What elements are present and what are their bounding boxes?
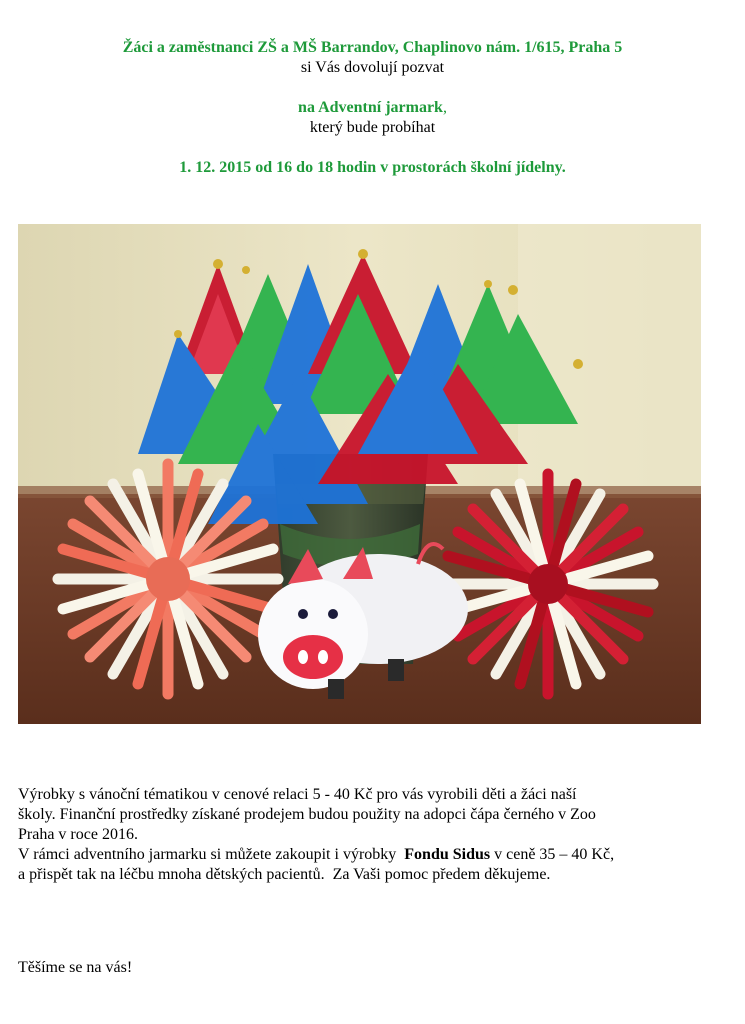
event-name-line bbox=[0, 98, 745, 118]
description-line: Výrobky s vánoční tématikou v cenové relaci 5 - 40 Kč pro vás vyrobili děti a žáci naší bbox=[18, 786, 577, 803]
fondu-sidus-name: Fondu Sidus bbox=[404, 846, 491, 863]
photo-of-handmade-christmas-crafts-icon bbox=[18, 224, 701, 724]
organizer-line: Žáci a zaměstnanci ZŠ a MŠ Barrandov, Chaplinovo nám. 1/615, Praha 5 bbox=[122, 39, 623, 56]
invite-line: si Vás dovolují pozvat bbox=[300, 59, 445, 76]
event-name-comma: , bbox=[442, 99, 447, 116]
event-date-line: 1. 12. 2015 od 16 do 18 hodin v prostorách školní jídelny. bbox=[179, 159, 566, 176]
sidus-line-end: v ceně 35 – 40 Kč, bbox=[490, 846, 615, 863]
event-name: na Adventní jarmark bbox=[298, 99, 443, 116]
christmas-crafts-photo bbox=[18, 224, 701, 724]
description-text bbox=[18, 785, 718, 885]
description-line: školy. Finanční prostředky získané prodejem budou použity na adopci čápa černého v Zoo bbox=[18, 806, 596, 823]
invitation-header bbox=[0, 38, 745, 178]
description-line: Praha v roce 2016. bbox=[18, 826, 138, 843]
closing-line: Těšíme se na vás! bbox=[18, 959, 133, 976]
description-line: a přispět tak na léčbu mnoha dětských pacientů. Za Vaši pomoc předem děkujeme. bbox=[18, 866, 551, 883]
event-intro-line: který bude probíhat bbox=[309, 119, 436, 136]
sidus-line bbox=[18, 845, 718, 865]
sidus-line-start: V rámci adventního jarmarku si můžete zakoupit i výrobky bbox=[18, 846, 405, 863]
